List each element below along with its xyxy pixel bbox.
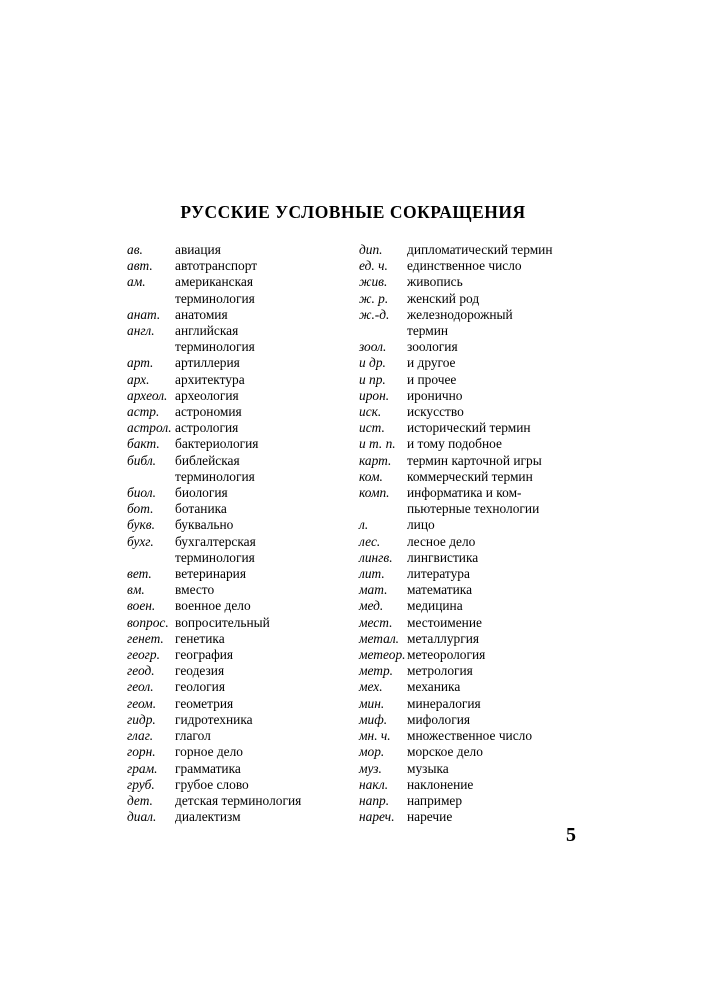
abbreviation-row xyxy=(359,258,574,274)
abbreviation: и др. xyxy=(359,355,386,371)
abbreviation-meaning: местоимение xyxy=(407,614,482,630)
abbreviation-meaning: терминология xyxy=(175,549,255,565)
abbreviation-meaning: астрология xyxy=(175,420,239,436)
abbreviation: ж.-д. xyxy=(359,306,390,322)
abbreviation: и пр. xyxy=(359,371,386,387)
abbreviation-row xyxy=(127,712,347,728)
abbreviation: геом. xyxy=(127,695,157,711)
abbreviation: ам. xyxy=(127,274,146,290)
abbreviation-row xyxy=(127,566,347,582)
abbreviation: ед. ч. xyxy=(359,258,388,274)
abbreviation-row xyxy=(127,598,347,614)
abbreviation: мин. xyxy=(359,695,385,711)
abbreviation-meaning: терминология xyxy=(175,468,255,484)
abbreviation-meaning: женский род xyxy=(407,290,480,306)
abbreviation: метр. xyxy=(359,663,394,679)
abbreviation-row xyxy=(127,436,347,452)
abbreviation-row xyxy=(359,728,574,744)
abbreviation-row xyxy=(359,469,574,485)
abbreviation-meaning: музыка xyxy=(407,760,449,776)
abbreviation-meaning: метрология xyxy=(407,663,473,679)
abbreviation: мор. xyxy=(359,744,385,760)
abbreviation-meaning: например xyxy=(407,792,463,808)
abbreviation-row xyxy=(359,242,574,258)
abbreviation-row xyxy=(359,598,574,614)
abbreviation-meaning: геометрия xyxy=(175,695,234,711)
abbreviation-row xyxy=(127,242,347,258)
abbreviation: генет. xyxy=(127,630,164,646)
abbreviation-row xyxy=(359,615,574,631)
abbreviation-meaning: зоология xyxy=(407,339,458,355)
abbreviation: вм. xyxy=(127,582,145,598)
abbreviation: бот. xyxy=(127,501,154,517)
abbreviation-meaning: математика xyxy=(407,582,473,598)
abbreviation-row xyxy=(359,404,574,420)
abbreviation-meaning: горное дело xyxy=(175,744,243,760)
abbreviation-meaning: и другое xyxy=(407,355,456,371)
abbreviation-row xyxy=(127,728,347,744)
abbreviation-row xyxy=(127,534,347,550)
abbreviation-row xyxy=(127,793,347,809)
abbreviation-meaning: грубое слово xyxy=(175,776,249,792)
abbreviation: дип. xyxy=(359,242,383,257)
abbreviation-row xyxy=(359,566,574,582)
abbreviation-row xyxy=(359,793,574,809)
abbreviation-meaning: артиллерия xyxy=(175,355,240,371)
abbreviation-row xyxy=(127,696,347,712)
abbreviation: жив. xyxy=(359,274,388,290)
abbreviation-meaning: геология xyxy=(175,679,225,695)
abbreviation: ком. xyxy=(359,468,383,484)
abbreviation-row xyxy=(359,696,574,712)
abbreviation-meaning: иронично xyxy=(407,387,463,403)
abbreviation-meaning: медицина xyxy=(407,598,463,614)
abbreviation-row xyxy=(359,453,574,469)
abbreviation: иск. xyxy=(359,404,382,420)
abbreviation-row xyxy=(127,647,347,663)
abbreviation-row xyxy=(127,388,347,404)
abbreviation-row xyxy=(127,744,347,760)
abbreviation-meaning: библейская xyxy=(175,452,240,468)
abbreviation: археол. xyxy=(127,387,168,403)
abbreviation: лит. xyxy=(359,566,385,582)
abbreviation-meaning: терминология xyxy=(175,290,255,306)
abbreviation: бакт. xyxy=(127,436,160,452)
abbreviation-row xyxy=(359,679,574,695)
abbreviation-meaning: литература xyxy=(407,566,470,582)
abbreviation-meaning: география xyxy=(175,647,234,663)
abbreviation-row xyxy=(359,663,574,679)
abbreviation-row xyxy=(127,420,347,436)
abbreviation-row xyxy=(127,453,347,469)
abbreviation: гидр. xyxy=(127,711,156,727)
abbreviation-meaning: анатомия xyxy=(175,306,228,322)
abbreviation-row xyxy=(127,501,347,517)
abbreviation-row xyxy=(359,712,574,728)
abbreviation: лес. xyxy=(359,533,381,549)
abbreviation-meaning: вопросительный xyxy=(175,614,270,630)
abbreviation-meaning: и тому подобное xyxy=(407,436,502,452)
abbreviation-meaning: живопись xyxy=(407,274,463,290)
abbreviation-row xyxy=(127,679,347,695)
abbreviation: лингв. xyxy=(359,549,393,565)
abbreviation: карт. xyxy=(359,452,392,468)
abbreviation-row xyxy=(359,517,574,533)
abbreviation-meaning: искусство xyxy=(407,404,464,420)
abbreviation-row xyxy=(359,436,574,452)
abbreviation xyxy=(359,323,407,339)
page-title: РУССКИЕ УСЛОВНЫЕ СОКРАЩЕНИЯ xyxy=(180,202,526,222)
abbreviation: нареч. xyxy=(359,809,395,825)
abbreviation: библ. xyxy=(127,452,157,468)
abbreviation: грам. xyxy=(127,760,158,776)
abbreviation: и т. п. xyxy=(359,436,396,452)
abbreviation-row xyxy=(127,582,347,598)
abbreviation xyxy=(127,550,175,566)
abbreviation-row xyxy=(127,323,347,339)
abbreviation: арх. xyxy=(127,371,150,387)
left-abbreviation-column xyxy=(127,242,347,825)
abbreviation: зоол. xyxy=(359,339,387,355)
abbreviation-row xyxy=(359,372,574,388)
abbreviation-row xyxy=(127,761,347,777)
abbreviation xyxy=(127,291,175,307)
abbreviation-row xyxy=(127,485,347,501)
abbreviation: вопрос. xyxy=(127,614,169,630)
abbreviation-row xyxy=(359,809,574,825)
abbreviation: горн. xyxy=(127,744,156,760)
abbreviation-meaning: глагол xyxy=(175,728,211,744)
abbreviation: л. xyxy=(359,517,369,533)
abbreviation-meaning: автотранспорт xyxy=(175,258,258,274)
abbreviation-meaning: авиация xyxy=(175,242,221,257)
abbreviation: мат. xyxy=(359,582,388,598)
abbreviation: анат. xyxy=(127,306,161,322)
abbreviation: метал. xyxy=(359,630,400,646)
abbreviation: геогр. xyxy=(127,647,160,663)
abbreviation-row xyxy=(127,663,347,679)
abbreviation-row xyxy=(359,550,574,566)
abbreviation-meaning: наклонение xyxy=(407,776,474,792)
abbreviation-row xyxy=(127,517,347,533)
abbreviation-row xyxy=(359,485,574,501)
abbreviation-meaning: вместо xyxy=(175,582,215,598)
abbreviation-meaning: лесное дело xyxy=(407,533,476,549)
abbreviation-meaning: мифология xyxy=(407,711,471,727)
abbreviation: англ. xyxy=(127,323,155,339)
abbreviation: мед. xyxy=(359,598,384,614)
abbreviation-row xyxy=(359,647,574,663)
abbreviation-meaning: буквально xyxy=(175,517,234,533)
abbreviation-meaning: английская xyxy=(175,323,239,339)
abbreviation-meaning: лицо xyxy=(407,517,435,533)
abbreviation: дет. xyxy=(127,792,153,808)
abbreviation: биол. xyxy=(127,485,156,501)
abbreviation-row xyxy=(359,339,574,355)
abbreviation-row xyxy=(359,323,574,339)
abbreviation: глаг. xyxy=(127,728,154,744)
abbreviation-meaning: информатика и ком- xyxy=(407,485,522,501)
abbreviation-row xyxy=(359,777,574,793)
abbreviation-meaning: металлургия xyxy=(407,630,480,646)
abbreviation-meaning: грамматика xyxy=(175,760,241,776)
abbreviation-meaning: исторический термин xyxy=(407,420,531,436)
abbreviation: ж. р. xyxy=(359,290,389,306)
abbreviation-meaning: дипломатический термин xyxy=(407,242,553,257)
page-number: 5 xyxy=(566,824,576,846)
right-abbreviation-column xyxy=(359,242,574,825)
abbreviation: груб. xyxy=(127,776,155,792)
abbreviation: ист. xyxy=(359,420,385,436)
abbreviation-meaning: археология xyxy=(175,387,239,403)
abbreviation: мест. xyxy=(359,614,393,630)
abbreviation-meaning: множественное число xyxy=(407,728,533,744)
abbreviation-meaning: термин xyxy=(407,323,449,339)
abbreviation-meaning: ботаника xyxy=(175,501,227,517)
abbreviation-meaning: лингвистика xyxy=(407,549,479,565)
abbreviation-row xyxy=(359,388,574,404)
abbreviation xyxy=(127,339,175,355)
abbreviation-row xyxy=(127,355,347,371)
abbreviation: мн. ч. xyxy=(359,728,391,744)
abbreviation-row xyxy=(127,615,347,631)
abbreviation-meaning: единственное число xyxy=(407,258,522,274)
abbreviation: арт. xyxy=(127,355,154,371)
abbreviation-row xyxy=(127,258,347,274)
abbreviation-meaning: бухгалтерская xyxy=(175,533,256,549)
abbreviation-meaning: метеорология xyxy=(407,647,486,663)
abbreviation: миф. xyxy=(359,711,388,727)
abbreviation-meaning: бактериология xyxy=(175,436,259,452)
abbreviation: воен. xyxy=(127,598,156,614)
abbreviation-row xyxy=(359,307,574,323)
abbreviation-meaning: терминология xyxy=(175,339,255,355)
abbreviation-meaning: термин карточной игры xyxy=(407,452,542,468)
abbreviation-row xyxy=(359,744,574,760)
abbreviation-row xyxy=(359,631,574,647)
abbreviation-row xyxy=(127,469,347,485)
abbreviation: астр. xyxy=(127,404,160,420)
abbreviation-meaning: архитектура xyxy=(175,371,245,387)
abbreviation-meaning: военное дело xyxy=(175,598,251,614)
abbreviation-row xyxy=(127,550,347,566)
abbreviation-row xyxy=(127,631,347,647)
abbreviation-row xyxy=(127,291,347,307)
abbreviation-row xyxy=(127,404,347,420)
abbreviation: ав. xyxy=(127,242,143,257)
abbreviation-row xyxy=(359,534,574,550)
abbreviation-row xyxy=(359,761,574,777)
abbreviation-meaning: биология xyxy=(175,485,228,501)
abbreviation: астрол. xyxy=(127,420,172,436)
abbreviation-meaning: астрономия xyxy=(175,404,242,420)
abbreviation-meaning: американская xyxy=(175,274,253,290)
abbreviation: авт. xyxy=(127,258,153,274)
abbreviation-row xyxy=(127,274,347,290)
abbreviation-row xyxy=(359,582,574,598)
abbreviation: накл. xyxy=(359,776,389,792)
abbreviation: ирон. xyxy=(359,387,390,403)
abbreviation-meaning: и прочее xyxy=(407,371,457,387)
abbreviation: диал. xyxy=(127,809,157,825)
abbreviation xyxy=(359,501,407,517)
abbreviation-meaning: морское дело xyxy=(407,744,483,760)
abbreviation-meaning: пьютерные технологии xyxy=(407,501,540,517)
abbreviation-meaning: механика xyxy=(407,679,461,695)
abbreviation-meaning: минералогия xyxy=(407,695,481,711)
abbreviation-meaning: железнодорожный xyxy=(407,306,513,322)
abbreviation-row xyxy=(359,355,574,371)
abbreviation-row xyxy=(359,420,574,436)
abbreviation-row xyxy=(127,307,347,323)
abbreviation-row xyxy=(359,291,574,307)
abbreviation-row xyxy=(359,501,574,517)
abbreviation: вет. xyxy=(127,566,152,582)
abbreviation-meaning: диалектизм xyxy=(175,809,241,825)
abbreviation: букв. xyxy=(127,517,155,533)
abbreviation: геол. xyxy=(127,679,154,695)
abbreviation-meaning: наречие xyxy=(407,809,453,825)
abbreviation-meaning: гидротехника xyxy=(175,711,253,727)
abbreviation: комп. xyxy=(359,485,390,501)
abbreviation: напр. xyxy=(359,792,390,808)
abbreviation-meaning: ветеринария xyxy=(175,566,246,582)
abbreviation xyxy=(127,469,175,485)
abbreviation-meaning: коммерческий термин xyxy=(407,468,533,484)
abbreviation: мех. xyxy=(359,679,383,695)
abbreviation: бухг. xyxy=(127,533,154,549)
abbreviation-row xyxy=(127,777,347,793)
abbreviation-meaning: геодезия xyxy=(175,663,225,679)
abbreviation-row xyxy=(127,339,347,355)
abbreviation: метеор. xyxy=(359,647,406,663)
abbreviation-row xyxy=(359,274,574,290)
abbreviation-row xyxy=(127,372,347,388)
abbreviation: муз. xyxy=(359,760,382,776)
abbreviation-meaning: детская терминология xyxy=(175,792,302,808)
abbreviation-meaning: генетика xyxy=(175,630,225,646)
abbreviation: геод. xyxy=(127,663,155,679)
abbreviation-row xyxy=(127,809,347,825)
